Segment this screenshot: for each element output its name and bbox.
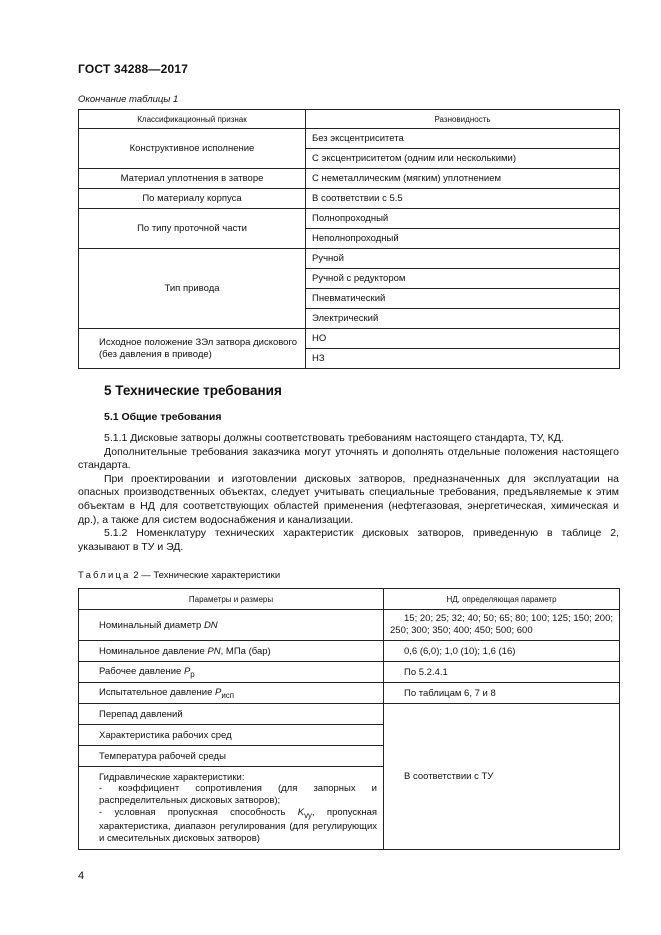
table2-value-cell: По таблицам 6, 7 и 8 — [384, 683, 620, 704]
table1-feature-cell: Исходное положение ЗЭл затвора дискового (без давления в приводе) — [79, 329, 306, 369]
section-5-1-body — [78, 432, 619, 554]
table1-feature-cell: Конструктивное исполнение — [79, 129, 306, 169]
table1-variant-cell: В соответствии с 5.5 — [306, 189, 620, 209]
table2-value-cell: 15; 20; 25; 32; 40; 50; 65; 80; 100; 125; 150; 200; 250; 300; 350; 400; 450; 500; 600 — [384, 610, 620, 641]
technical-characteristics-table — [78, 588, 620, 850]
table1-variant-cell: С эксцентриситетом (одним или несколькими) — [306, 149, 620, 169]
table1-variant-cell: Без эксцентриситета — [306, 129, 620, 149]
table1-variant-cell: НЗ — [306, 349, 620, 369]
table-row — [79, 704, 620, 725]
table1-feature-cell: Материал уплотнения в затворе — [79, 169, 306, 189]
table1-continuation-label: Окончание таблицы 1 — [78, 94, 179, 105]
table2-caption — [78, 570, 280, 581]
table1-feature-cell: По материалу корпуса — [79, 189, 306, 209]
table1-col-header: Разновидность — [306, 110, 620, 129]
subsection-5-1-title: 5.1 Общие требования — [104, 411, 222, 423]
table2-param-cell: Номинальный диаметр DN — [79, 610, 384, 641]
table1-variant-cell: Пневматический — [306, 289, 620, 309]
table2-param-cell: Температура рабочей среды — [79, 746, 384, 767]
table1-variant-cell: Электрический — [306, 309, 620, 329]
table-row — [79, 641, 620, 662]
table1-feature-cell: По типу проточной части — [79, 209, 306, 249]
table-row — [79, 189, 620, 209]
table2-caption-text: 2 — Технические характеристики — [133, 570, 281, 581]
table-row — [79, 683, 620, 704]
table1-feature-cell: Тип привода — [79, 249, 306, 329]
table1-variant-cell: Полнопроходный — [306, 209, 620, 229]
table1-header-row — [79, 110, 620, 129]
table-row — [79, 662, 620, 683]
table2-merged-value-cell: В соответствии с ТУ — [384, 704, 620, 850]
table-row — [79, 209, 620, 229]
table1-variant-cell: Ручной — [306, 249, 620, 269]
paragraph: 5.1.2 Номенклатуру технических характеристик дисковых затворов, приведенную в таблице 2, указывают в ТУ и ЭД. — [78, 527, 619, 553]
table1-variant-cell: Неполнопроходный — [306, 229, 620, 249]
table1-variant-cell: НО — [306, 329, 620, 349]
table-row — [79, 249, 620, 269]
table-row — [79, 129, 620, 149]
classification-table — [78, 109, 620, 369]
document-header: ГОСТ 34288—2017 — [78, 62, 189, 76]
table-row — [79, 169, 620, 189]
paragraph: 5.1.1 Дисковые затворы должны соответствовать требованиям настоящего стандарта, ТУ, КД. — [104, 432, 564, 444]
table2-param-cell: Номинальное давление PN, МПа (бар) — [79, 641, 384, 662]
section-5-title: 5 Технические требования — [104, 383, 282, 398]
table2-value-cell: 0,6 (6,0); 1,0 (10); 1,6 (16) — [384, 641, 620, 662]
hydro-line: - условная пропускная способность $K_{vy}$, пропускная характеристика, диапазон регулирования (для регулирующих и смесительных дисковых затворов) — [99, 806, 377, 844]
table-row — [79, 610, 620, 641]
table2-param-cell — [79, 767, 384, 850]
table2-col-header: НД, определяющая параметр — [384, 589, 620, 610]
table1-variant-cell: С неметаллическим (мягким) уплотнением — [306, 169, 620, 189]
table2-value-cell: По 5.2.4.1 — [384, 662, 620, 683]
page-number: 4 — [78, 870, 85, 882]
table2-header-row — [79, 589, 620, 610]
table2-param-cell: Рабочее давление $P_р$ — [79, 662, 384, 683]
table1-col-header: Классификационный признак — [79, 110, 306, 129]
table2-param-cell: Характеристика рабочих сред — [79, 725, 384, 746]
table2-param-cell: Перепад давлений — [79, 704, 384, 725]
paragraph: При проектировании и изготовлении дисковых затворов, предназначенных для эксплуатации на опасных производственных объектах, следует учитывать специальные требования, предъявляемые к этим объектам в НД для соответствующих областей применения (нефтегазовая, энергетическая, химическая и др.), а также для систем водоснабжения и канализации. — [78, 472, 619, 526]
hydro-line: - коэффициент сопротивления (для запорных и распределительных дисковых затворов); — [99, 783, 377, 806]
table2-col-header: Параметры и размеры — [79, 589, 384, 610]
table1-variant-cell: Ручной с редуктором — [306, 269, 620, 289]
hydro-title: Гидравлические характеристики: — [99, 771, 245, 783]
paragraph: Дополнительные требования заказчика могут уточнять и дополнять отдельные положения настоящего стандарта. — [78, 445, 619, 472]
table-row — [79, 329, 620, 349]
table2-param-cell: Испытательное давление $P_{исп}$ — [79, 683, 384, 704]
table2-caption-word: Таблица — [78, 570, 131, 581]
